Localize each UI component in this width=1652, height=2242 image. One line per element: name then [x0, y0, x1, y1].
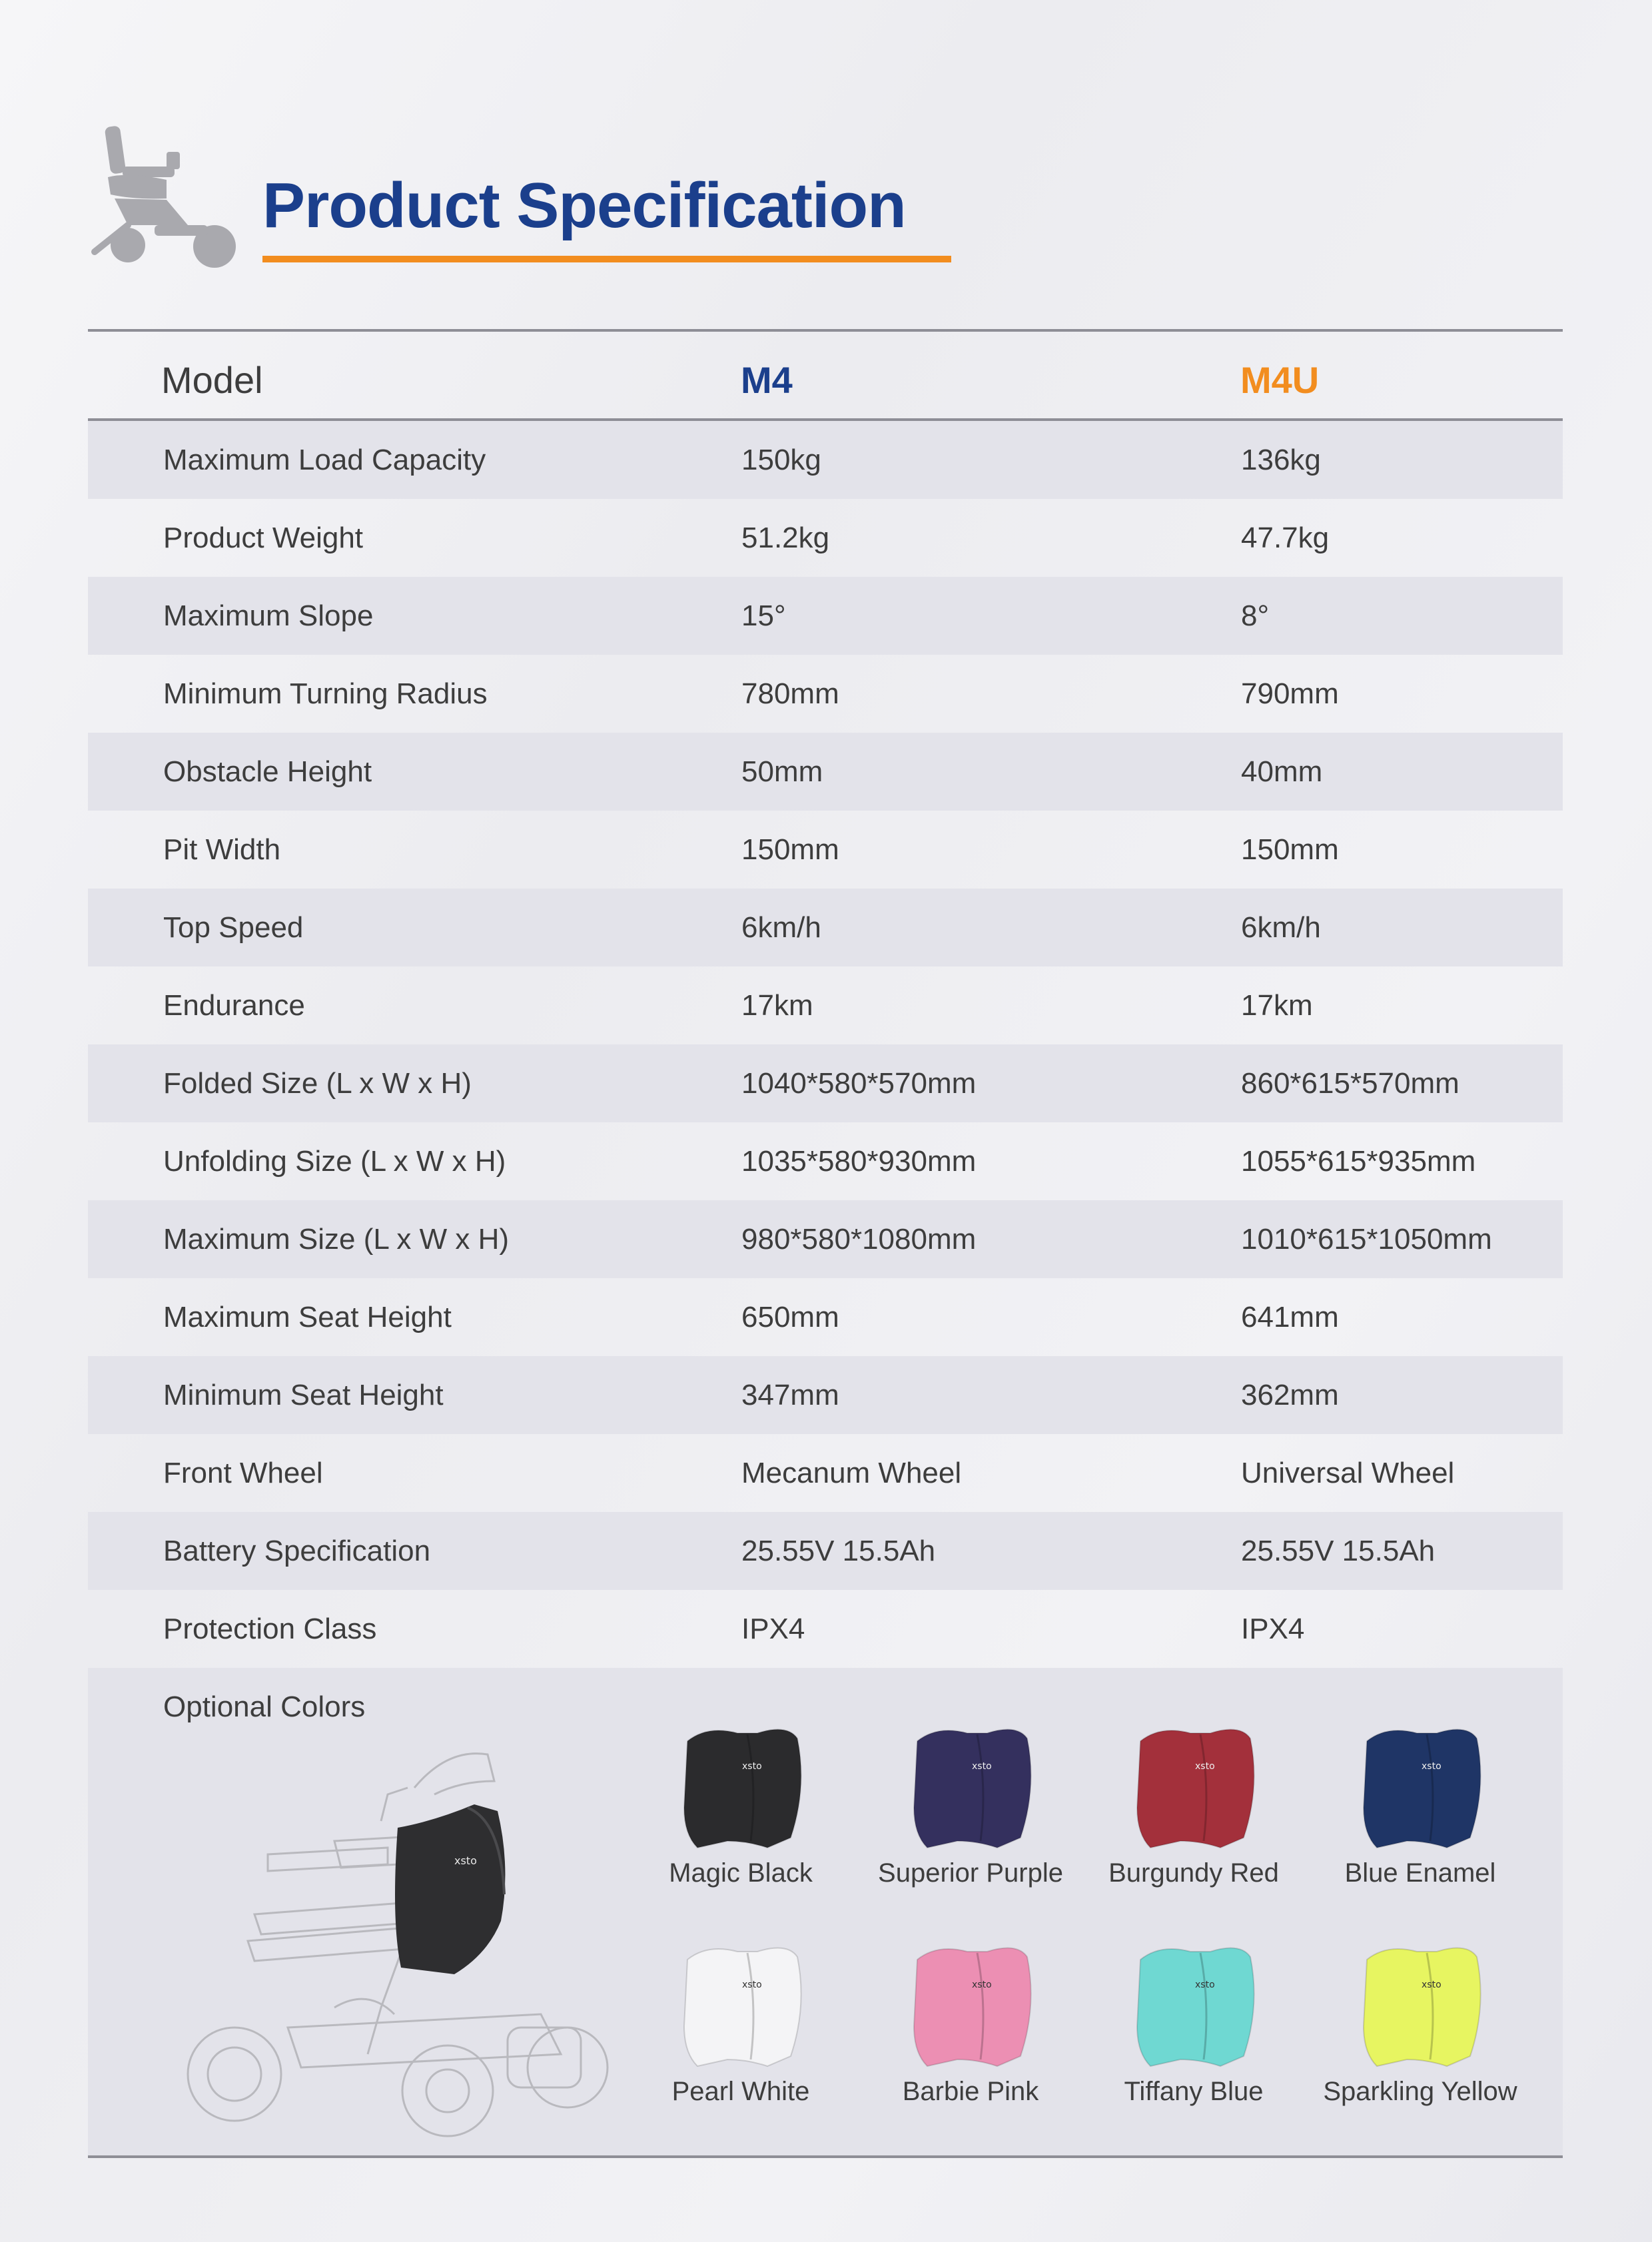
color-swatch-burgundy-red [1087, 1721, 1300, 1914]
row-m4u-value: Universal Wheel [1241, 1457, 1455, 1489]
table-row [88, 1512, 1563, 1590]
backrest-icon [667, 1721, 814, 1852]
row-m4-value: 980*580*1080mm [741, 1223, 977, 1256]
row-label: Protection Class [163, 1613, 377, 1645]
table-row [88, 1590, 1563, 1668]
row-m4-value: 150kg [741, 444, 821, 476]
row-m4-value: 51.2kg [741, 522, 830, 554]
page-title: Product Specification [262, 170, 906, 241]
row-label: Endurance [163, 989, 305, 1022]
row-m4u-value: 150mm [1241, 833, 1339, 866]
table-row [88, 966, 1563, 1044]
row-label: Product Weight [163, 522, 364, 554]
backrest-icon [1347, 1721, 1493, 1852]
table-row [88, 1278, 1563, 1356]
table-row [88, 1044, 1563, 1122]
row-m4-value: 15° [741, 599, 786, 632]
chair-logo: xsto [454, 1854, 477, 1867]
wheelchair-line-drawing [168, 1721, 661, 2147]
row-m4u-value: IPX4 [1241, 1613, 1305, 1645]
backrest-logo: xsto [1195, 1980, 1215, 1990]
row-m4u-value: 40mm [1241, 755, 1323, 788]
swatch-label: Magic Black [669, 1858, 813, 1888]
spec-table [88, 329, 1563, 2158]
row-m4u-value: 641mm [1241, 1301, 1339, 1333]
row-label: Maximum Seat Height [163, 1301, 452, 1333]
color-swatch-barbie-pink [864, 1940, 1077, 2133]
swatch-label: Barbie Pink [902, 2077, 1039, 2106]
swatch-label: Tiffany Blue [1124, 2077, 1264, 2106]
color-swatch-superior-purple [864, 1721, 1077, 1914]
row-m4u-value: 47.7kg [1241, 522, 1330, 554]
table-row [88, 1356, 1563, 1434]
backrest-logo: xsto [1195, 1761, 1215, 1772]
row-m4u-value: 17km [1241, 989, 1313, 1022]
backrest-logo: xsto [972, 1980, 992, 1990]
table-row [88, 1122, 1563, 1200]
table-header [88, 332, 1563, 421]
swatch-label: Burgundy Red [1108, 1858, 1279, 1888]
backrest-logo: xsto [742, 1980, 762, 1990]
backrest-logo: xsto [1422, 1980, 1442, 1990]
row-m4u-value: 136kg [1241, 444, 1321, 476]
row-m4-value: 6km/h [741, 911, 821, 944]
table-row [88, 421, 1563, 499]
swatch-label: Superior Purple [878, 1858, 1063, 1888]
header-m4u: M4U [1240, 359, 1320, 401]
backrest-logo: xsto [742, 1761, 762, 1772]
row-m4u-value: 6km/h [1241, 911, 1321, 944]
row-label: Maximum Size (L x W x H) [163, 1223, 510, 1256]
row-m4u-value: 25.55V 15.5Ah [1241, 1535, 1436, 1567]
row-label: Battery Specification [163, 1535, 431, 1567]
swatch-label: Pearl White [671, 2077, 810, 2106]
color-swatch-pearl-white [634, 1940, 847, 2133]
wheelchair-icon [88, 125, 240, 270]
row-m4-value: 780mm [741, 677, 839, 710]
row-m4-value: 50mm [741, 755, 823, 788]
row-label: Unfolding Size (L x W x H) [163, 1145, 506, 1178]
table-row [88, 811, 1563, 889]
row-m4-value: 1035*580*930mm [741, 1145, 977, 1178]
row-m4u-value: 1055*615*935mm [1241, 1145, 1476, 1178]
row-label: Folded Size (L x W x H) [163, 1067, 472, 1100]
table-row [88, 655, 1563, 733]
table-row [88, 733, 1563, 811]
backrest-icon [1120, 1940, 1267, 2070]
row-label: Front Wheel [163, 1457, 323, 1489]
row-m4u-value: 362mm [1241, 1379, 1339, 1411]
optional-colors-section [88, 1668, 1563, 2158]
row-m4u-value: 790mm [1241, 677, 1339, 710]
row-m4-value: IPX4 [741, 1613, 805, 1645]
backrest-icon [667, 1940, 814, 2070]
color-swatch-sparkling-yellow [1314, 1940, 1527, 2133]
page-header [88, 125, 954, 278]
table-row [88, 1200, 1563, 1278]
backrest-icon [897, 1940, 1044, 2070]
row-label: Top Speed [163, 911, 304, 944]
row-label: Pit Width [163, 833, 281, 866]
row-label: Minimum Seat Height [163, 1379, 444, 1411]
optional-colors-title: Optional Colors [163, 1690, 366, 1723]
row-m4-value: 25.55V 15.5Ah [741, 1535, 936, 1567]
color-swatch-magic-black [634, 1721, 847, 1914]
row-m4u-value: 8° [1241, 599, 1270, 632]
row-m4-value: 17km [741, 989, 813, 1022]
color-swatch-blue-enamel [1314, 1721, 1527, 1914]
table-row [88, 1434, 1563, 1512]
row-label: Maximum Slope [163, 599, 374, 632]
row-label: Minimum Turning Radius [163, 677, 488, 710]
backrest-icon [897, 1721, 1044, 1852]
row-m4-value: 650mm [741, 1301, 839, 1333]
header-model: Model [161, 359, 263, 401]
swatch-label: Blue Enamel [1344, 1858, 1496, 1888]
color-swatch-tiffany-blue [1087, 1940, 1300, 2133]
backrest-icon [1347, 1940, 1493, 2070]
backrest-icon [1120, 1721, 1267, 1852]
row-m4-value: 150mm [741, 833, 839, 866]
swatch-label: Sparkling Yellow [1323, 2077, 1517, 2106]
table-row [88, 499, 1563, 577]
header-m4: M4 [741, 359, 793, 401]
backrest-logo: xsto [1422, 1761, 1442, 1772]
row-m4u-value: 860*615*570mm [1241, 1067, 1459, 1100]
row-m4-value: 1040*580*570mm [741, 1067, 977, 1100]
title-underline [262, 256, 951, 262]
row-m4u-value: 1010*615*1050mm [1241, 1223, 1492, 1256]
row-m4-value: 347mm [741, 1379, 839, 1411]
backrest-logo: xsto [972, 1761, 992, 1772]
row-label: Obstacle Height [163, 755, 372, 788]
table-row [88, 889, 1563, 966]
table-row [88, 577, 1563, 655]
row-m4-value: Mecanum Wheel [741, 1457, 962, 1489]
row-label: Maximum Load Capacity [163, 444, 486, 476]
